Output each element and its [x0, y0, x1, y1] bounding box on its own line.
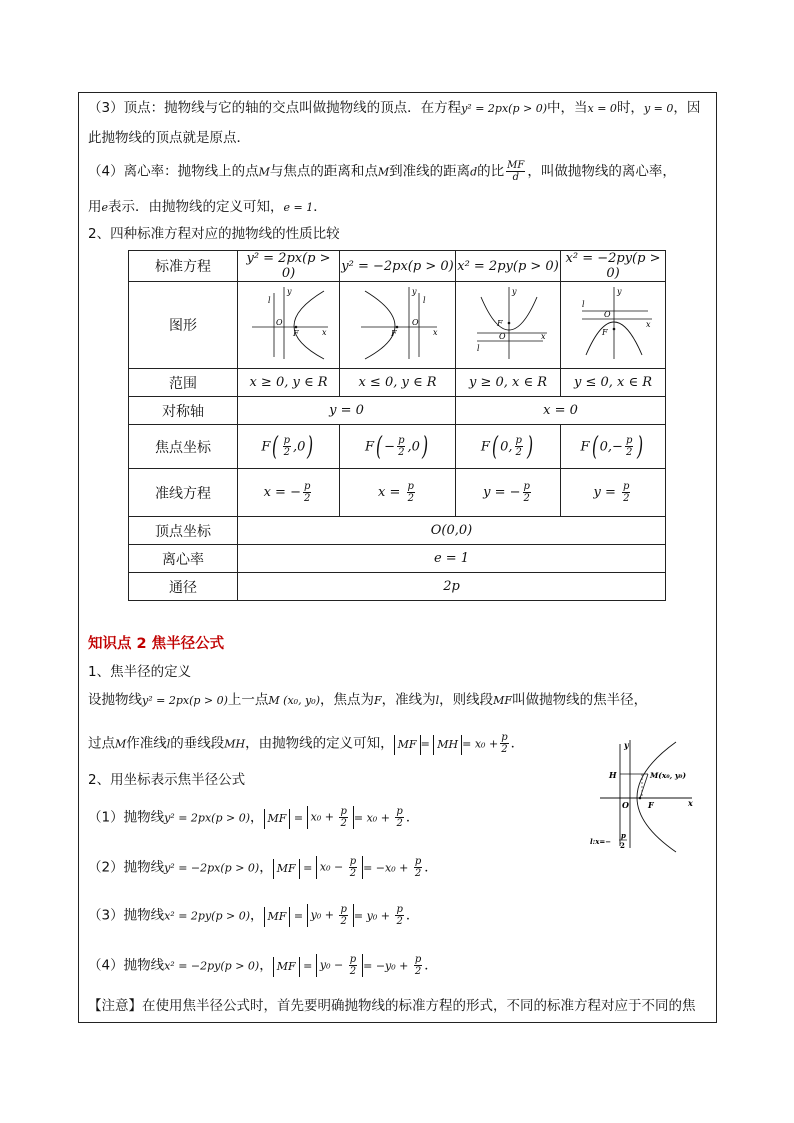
formula-2: （2）抛物线y² = −2px(p > 0)， MF = x₀ − $\frac{p}{2}$ = −x₀ + $\frac{p}{2}$ ． [88, 856, 438, 879]
definition-heading: 1、焦半径的定义 [88, 664, 192, 680]
equation-cell: x² = 2py(p > 0) [456, 251, 561, 282]
range-cell: x ≤ 0, y ∈ R [340, 369, 456, 397]
latus-cell: 2p [238, 573, 666, 601]
svg-text:F: F [497, 319, 503, 328]
focus-cell: F( $\frac{p}{2}$ ,0) [238, 425, 340, 469]
row-header: 标准方程 [129, 251, 238, 282]
row-header: 顶点坐标 [129, 517, 238, 545]
eccentricity-cell: e = 1 [238, 545, 666, 573]
figure-p-label: p [621, 831, 626, 840]
svg-text:y: y [617, 287, 622, 296]
definition-line1: 设抛物线y² = 2px(p > 0)上一点M (x₀, y₀)，焦点为F，准线为l，则线段MF叫做抛物线的焦半径， [88, 692, 648, 708]
graph-cell [340, 282, 456, 369]
parabola-left-graph [353, 283, 443, 363]
item3-line1: （3）顶点：抛物线与它的轴的交点叫做抛物线的顶点．在方程y² = 2px(p > 0)中，当x = 0时，y = 0，因 [88, 100, 701, 116]
mf-over-d-fraction: $\frac{MF}{d}$ [507, 160, 525, 183]
axis-cell: y = 0 [238, 397, 456, 425]
svg-text:F: F [292, 329, 299, 338]
svg-text:y: y [286, 287, 292, 296]
row-header: 准线方程 [129, 469, 238, 517]
svg-text:O: O [411, 318, 419, 327]
figure-f-label: F [648, 800, 654, 810]
section-title: 知识点 2 焦半径公式 [88, 636, 225, 652]
figure-y-label: y [624, 740, 629, 750]
note-line: 【注意】在使用焦半径公式时，首先要明确抛物线的标准方程的形式，不同的标准方程对应于不同的焦 [88, 998, 696, 1014]
figure-m-label: M(x₀, y₀) [650, 771, 687, 780]
svg-text:F: F [602, 328, 608, 337]
graph-cell [238, 282, 340, 369]
parabola-right-graph [244, 283, 334, 363]
directrix-cell: x = − $\frac{p}{2}$ [238, 469, 340, 517]
equation-cell: y² = −2px(p > 0) [340, 251, 456, 282]
definition-line2: 过点M作准线l的垂线段MH，由抛物线的定义可知， MF = MH = x₀ + $\frac{p}{2}$ ． [88, 732, 525, 755]
parabola-up-graph [463, 283, 553, 363]
range-cell: x ≥ 0, y ∈ R [238, 369, 340, 397]
graph-cell [561, 282, 666, 369]
svg-text:l: l [477, 344, 480, 353]
svg-text:x: x [321, 328, 327, 337]
coordinate-heading: 2、用坐标表示焦半径公式 [88, 772, 246, 788]
focus-cell: F( − $\frac{p}{2}$ ,0) [340, 425, 456, 469]
graph-cell [456, 282, 561, 369]
focal-radius-figure [588, 736, 698, 854]
parabola-down-graph [568, 283, 658, 363]
svg-text:F: F [390, 329, 397, 338]
row-header: 焦点坐标 [129, 425, 238, 469]
row-header: 通径 [129, 573, 238, 601]
directrix-cell: x = $\frac{p}{2}$ [340, 469, 456, 517]
directrix-cell: y = − $\frac{p}{2}$ [456, 469, 561, 517]
item3-line2: 此抛物线的顶点就是原点． [88, 130, 250, 146]
svg-text:x: x [646, 320, 651, 329]
row-header: 范围 [129, 369, 238, 397]
svg-text:O: O [499, 332, 506, 341]
svg-text:y: y [512, 287, 517, 296]
item4-line2: 用e表示．由抛物线的定义可知，e = 1． [88, 199, 327, 215]
formula-3: （3）抛物线x² = 2py(p > 0)， MF = y₀ + $\frac{p}{2}$ = y₀ + $\frac{p}{2}$ ． [88, 904, 420, 927]
vertex-cell: O(0,0) [238, 517, 666, 545]
svg-text:l: l [582, 300, 585, 309]
row-header: 图形 [129, 282, 238, 369]
equation-cell: y² = 2px(p > 0) [238, 251, 340, 282]
svg-text:l: l [422, 296, 426, 305]
figure-two-label: 2 [620, 841, 625, 850]
range-cell: y ≤ 0, x ∈ R [561, 369, 666, 397]
range-cell: y ≥ 0, x ∈ R [456, 369, 561, 397]
svg-text:l: l [267, 296, 271, 305]
figure-x-label: x [688, 798, 693, 808]
focus-cell: F( 0, $\frac{p}{2}$ ) [456, 425, 561, 469]
item4-line1: （4）离心率：抛物线上的点M与焦点的距离和点M到准线的距离d的比 $\frac{MF}{d}$ ，叫做抛物线的离心率， [88, 160, 676, 183]
figure-h-label: H [609, 770, 617, 780]
svg-text:y: y [411, 287, 417, 296]
row-header: 离心率 [129, 545, 238, 573]
directrix-cell: y = $\frac{p}{2}$ [561, 469, 666, 517]
svg-text:O: O [275, 318, 283, 327]
comparison-table [128, 250, 666, 601]
row-header: 对称轴 [129, 397, 238, 425]
formula-4: （4）抛物线x² = −2py(p > 0)， MF = y₀ − $\frac{p}{2}$ = −y₀ + $\frac{p}{2}$ ． [88, 954, 438, 977]
svg-text:x: x [432, 328, 438, 337]
focus-cell: F( 0,− $\frac{p}{2}$ ) [561, 425, 666, 469]
subheading-comparison: 2、四种标准方程对应的抛物线的性质比较 [88, 226, 340, 242]
svg-text:O: O [604, 310, 611, 319]
svg-text:x: x [541, 332, 546, 341]
equation-cell: x² = −2py(p > 0) [561, 251, 666, 282]
figure-directrix-label: l:x=− [590, 837, 612, 846]
axis-cell: x = 0 [456, 397, 666, 425]
figure-o-label: O [622, 800, 629, 810]
formula-1: （1）抛物线y² = 2px(p > 0)， MF = x₀ + $\frac{p}{2}$ = x₀ + $\frac{p}{2}$ ． [88, 806, 420, 829]
